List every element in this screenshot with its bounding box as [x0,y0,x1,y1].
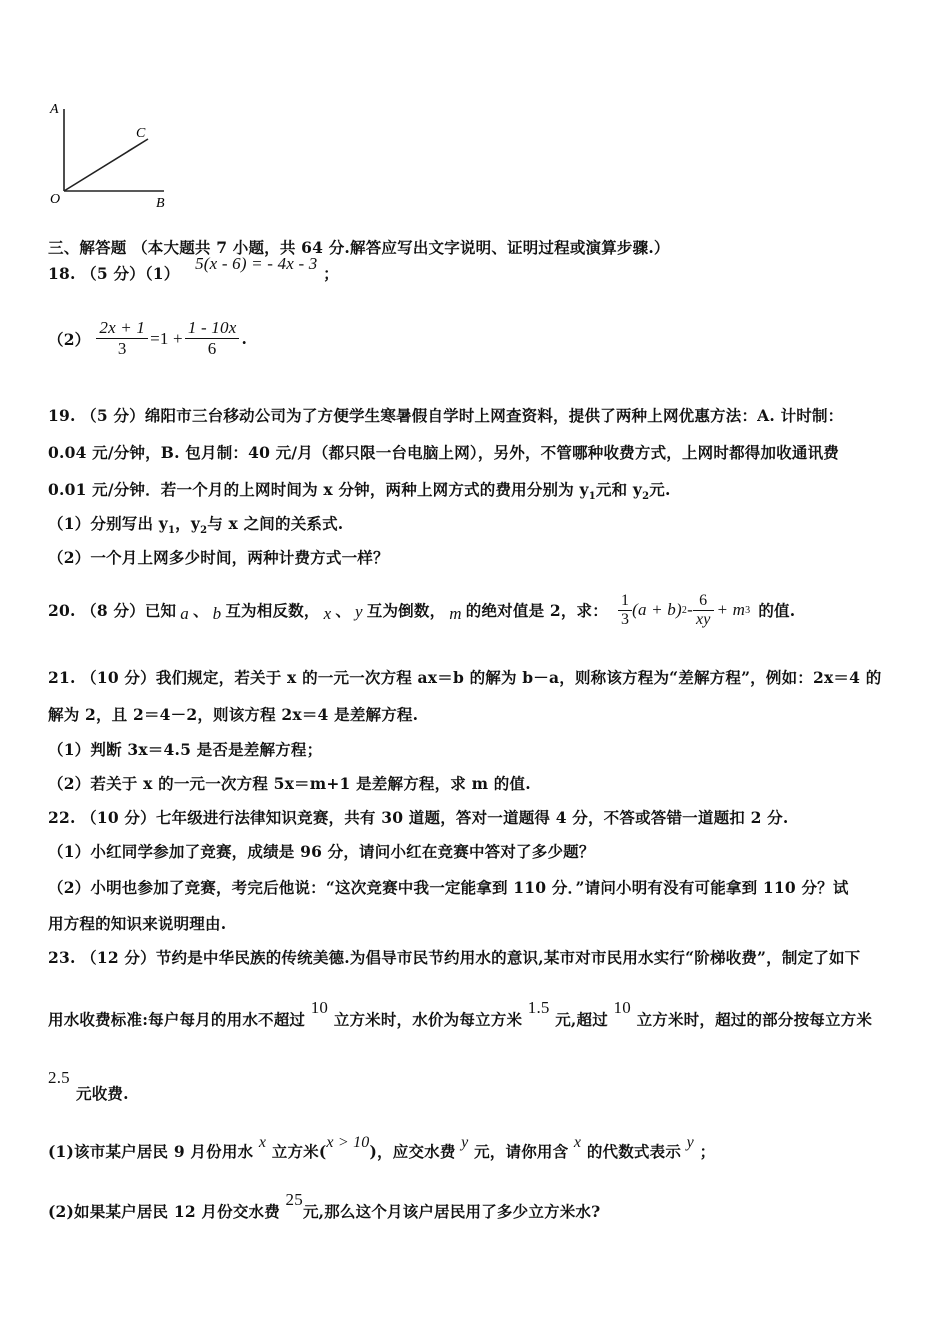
q20-frac2 [693,592,714,629]
q21-line2: 解为 2，且 2＝4－2，则该方程 2x＝4 是差解方程. [48,705,419,724]
q23-l2c: 元,超过 [555,1010,608,1029]
q20-sep1: 、 [192,601,209,620]
q20-frac1-den: 3 [620,610,630,628]
q20-frac1 [618,592,632,629]
q18-frac2-num: 1 - 10x [185,318,240,339]
q23-p1f: ； [699,1142,716,1161]
q20-t1: 互为相反数， [225,601,320,620]
q23-v10a: 10 [310,998,329,1017]
q23-line1: 23. （12 分）节约是中华民族的传统美德.为倡导市民节约用水的意识,某市对市民用水实行“阶梯收费”，制定了如下 [48,948,861,967]
q18-frac2-den: 6 [207,339,217,358]
q23-px: x [258,1134,267,1151]
q19-sub2: 2 [642,491,650,503]
q23-py2: y [686,1134,694,1151]
q18-part2: （2） [48,329,91,349]
q23-p2b: 元,那么这个月该户居民用了多少立方米水? [302,1202,601,1221]
q23-l2a: 用水收费标准:每户每月的用水不超过 [48,1010,306,1029]
q19-line3 [48,478,671,502]
q19-p1a: （1）分别写出 y [48,514,168,533]
q19-p1-sub1: 1 [168,525,176,537]
q20-sep2: 、 [335,601,352,620]
q22-part2: （2）小明也参加了竞赛，考完后他说：“这次竞赛中我一定能拿到 110 分．”请问小明有没有可能拿到 110 分？试 [48,878,849,897]
q20-m: m [449,604,462,623]
q23-v10b: 10 [613,998,631,1017]
q21-part1: （1）判断 3x＝4.5 是否是差解方程； [48,740,323,759]
q19-line2: 0.04 元/分钟，B. 包月制：40 元/月（都只限一台电脑上网），另外，不管哪种收费方式，上网时都得加收通讯费 [48,443,839,462]
q23-line3-text: 元收费. [76,1084,129,1103]
q20-minus: - [687,600,693,619]
q20-sq: 2 [681,604,688,616]
q23-p1e: 的代数式表示 [586,1142,682,1161]
q22-line1: 22. （10 分）七年级进行法律知识竞赛，共有 30 道题，答对一道题得 4 分，不答或答错一道题扣 2 分. [48,808,789,827]
q23-line2 [48,998,873,1030]
ray-oc [64,139,148,191]
q20-y: y [355,602,363,621]
q23-v15: 1.5 [527,998,550,1017]
q19-line1: 19. （5 分）绵阳市三台移动公司为了方便学生寒暑假自学时上网查资料，提供了两种上网优惠方法：A. 计时制： [48,406,844,425]
label-b: B [156,196,165,211]
q23-p1d: 元，请你用含 [474,1142,569,1161]
q23-p1a: (1)该市某户居民 9 月份用水 [48,1142,254,1161]
q20-plus: + m [716,600,746,619]
q18-line2 [48,318,247,359]
label-c: C [136,126,146,141]
q18-frac2 [185,318,240,359]
q19-p1c: 与 x 之间的关系式. [207,514,344,533]
q23-part2 [48,1190,601,1222]
q19-line3a: 0.01 元/分钟．若一个月的上网时间为 x 分钟，两种上网方式的费用分别为 y [48,480,589,499]
q22-part1: （1）小红同学参加了竞赛，成绩是 96 分，请问小红在竞赛中答对了多少题？ [48,842,595,861]
q23-line3 [48,1068,70,1088]
q23-p2a: (2)如果某户居民 12 月份交水费 [48,1202,280,1221]
q23-v25: 2.5 [48,1068,70,1087]
q20-frac2-num: 6 [693,592,714,611]
q19-p1-sub2: 2 [200,525,208,537]
q22-part2b: 用方程的知识来说明理由. [48,914,227,933]
q18-mid: =1 + [150,328,183,348]
q18-frac1-num: 2x + 1 [96,318,148,339]
q18-frac1-den: 3 [117,339,127,358]
q18-end: . [241,329,248,348]
q19-sub1: 1 [588,491,596,503]
q20-t2: 互为倒数， [366,601,446,620]
q21-part2: （2）若关于 x 的一元一次方程 5x＝m+1 是差解方程，求 m 的值. [48,774,531,793]
q19-part2: （2）一个月上网多少时间，两种计费方式一样？ [48,548,389,567]
q20-x: x [323,604,332,623]
q23-l2b: 立方米时，水价为每立方米 [333,1010,523,1029]
q20-cube: 3 [745,604,751,616]
q20-frac2-den: xy [695,610,711,628]
label-a: A [50,102,59,117]
label-o: O [50,192,61,207]
q20-frac1-num: 1 [618,592,632,611]
q23-p1b: 立方米( [271,1142,327,1161]
q18-eq1: 5(x - 6) = - 4x - 3 [195,254,318,273]
q23-l2d: 立方米时，超过的部分按每立方米 [636,1010,873,1029]
q18-line1 [48,254,339,284]
q20-a: a [180,604,189,623]
q19-line3c: 元. [649,480,671,499]
q23-part1 [48,1134,716,1162]
q19-part1 [48,512,343,536]
q23-cond: x > 10 [326,1134,370,1151]
q23-p1c: )，应交水费 [369,1142,456,1161]
q20-expr1: (a + b) [632,600,682,619]
section-heading: 三、解答题 （本大题共 7 小题，共 64 分.解答应写出文字说明、证明过程或演算步骤.） [48,238,670,257]
q20-prefix: 20. （8 分）已知 [48,601,177,620]
q18-frac1 [96,318,148,359]
q18-prefix: 18. （5 分）（1） [48,264,180,283]
q19-line3b: 元和 y [595,480,643,499]
q23-v25b: 25 [285,1190,303,1209]
angle-diagram [40,95,190,215]
q20-t3: 的绝对值是 2，求： [465,601,608,620]
q18-eq1-end: ； [323,264,339,283]
q19-p1b: ，y [175,514,201,533]
q20-end: 的值. [758,601,796,620]
q20-b: b [212,604,222,623]
q21-line1: 21. （10 分）我们规定，若关于 x 的一元一次方程 ax＝b 的解为 b－a，则称该方程为“差解方程”，例如：2x＝4 的 [48,668,882,687]
q23-px2: x [573,1134,582,1151]
q23-py: y [461,1134,469,1151]
q20-line [48,580,795,640]
